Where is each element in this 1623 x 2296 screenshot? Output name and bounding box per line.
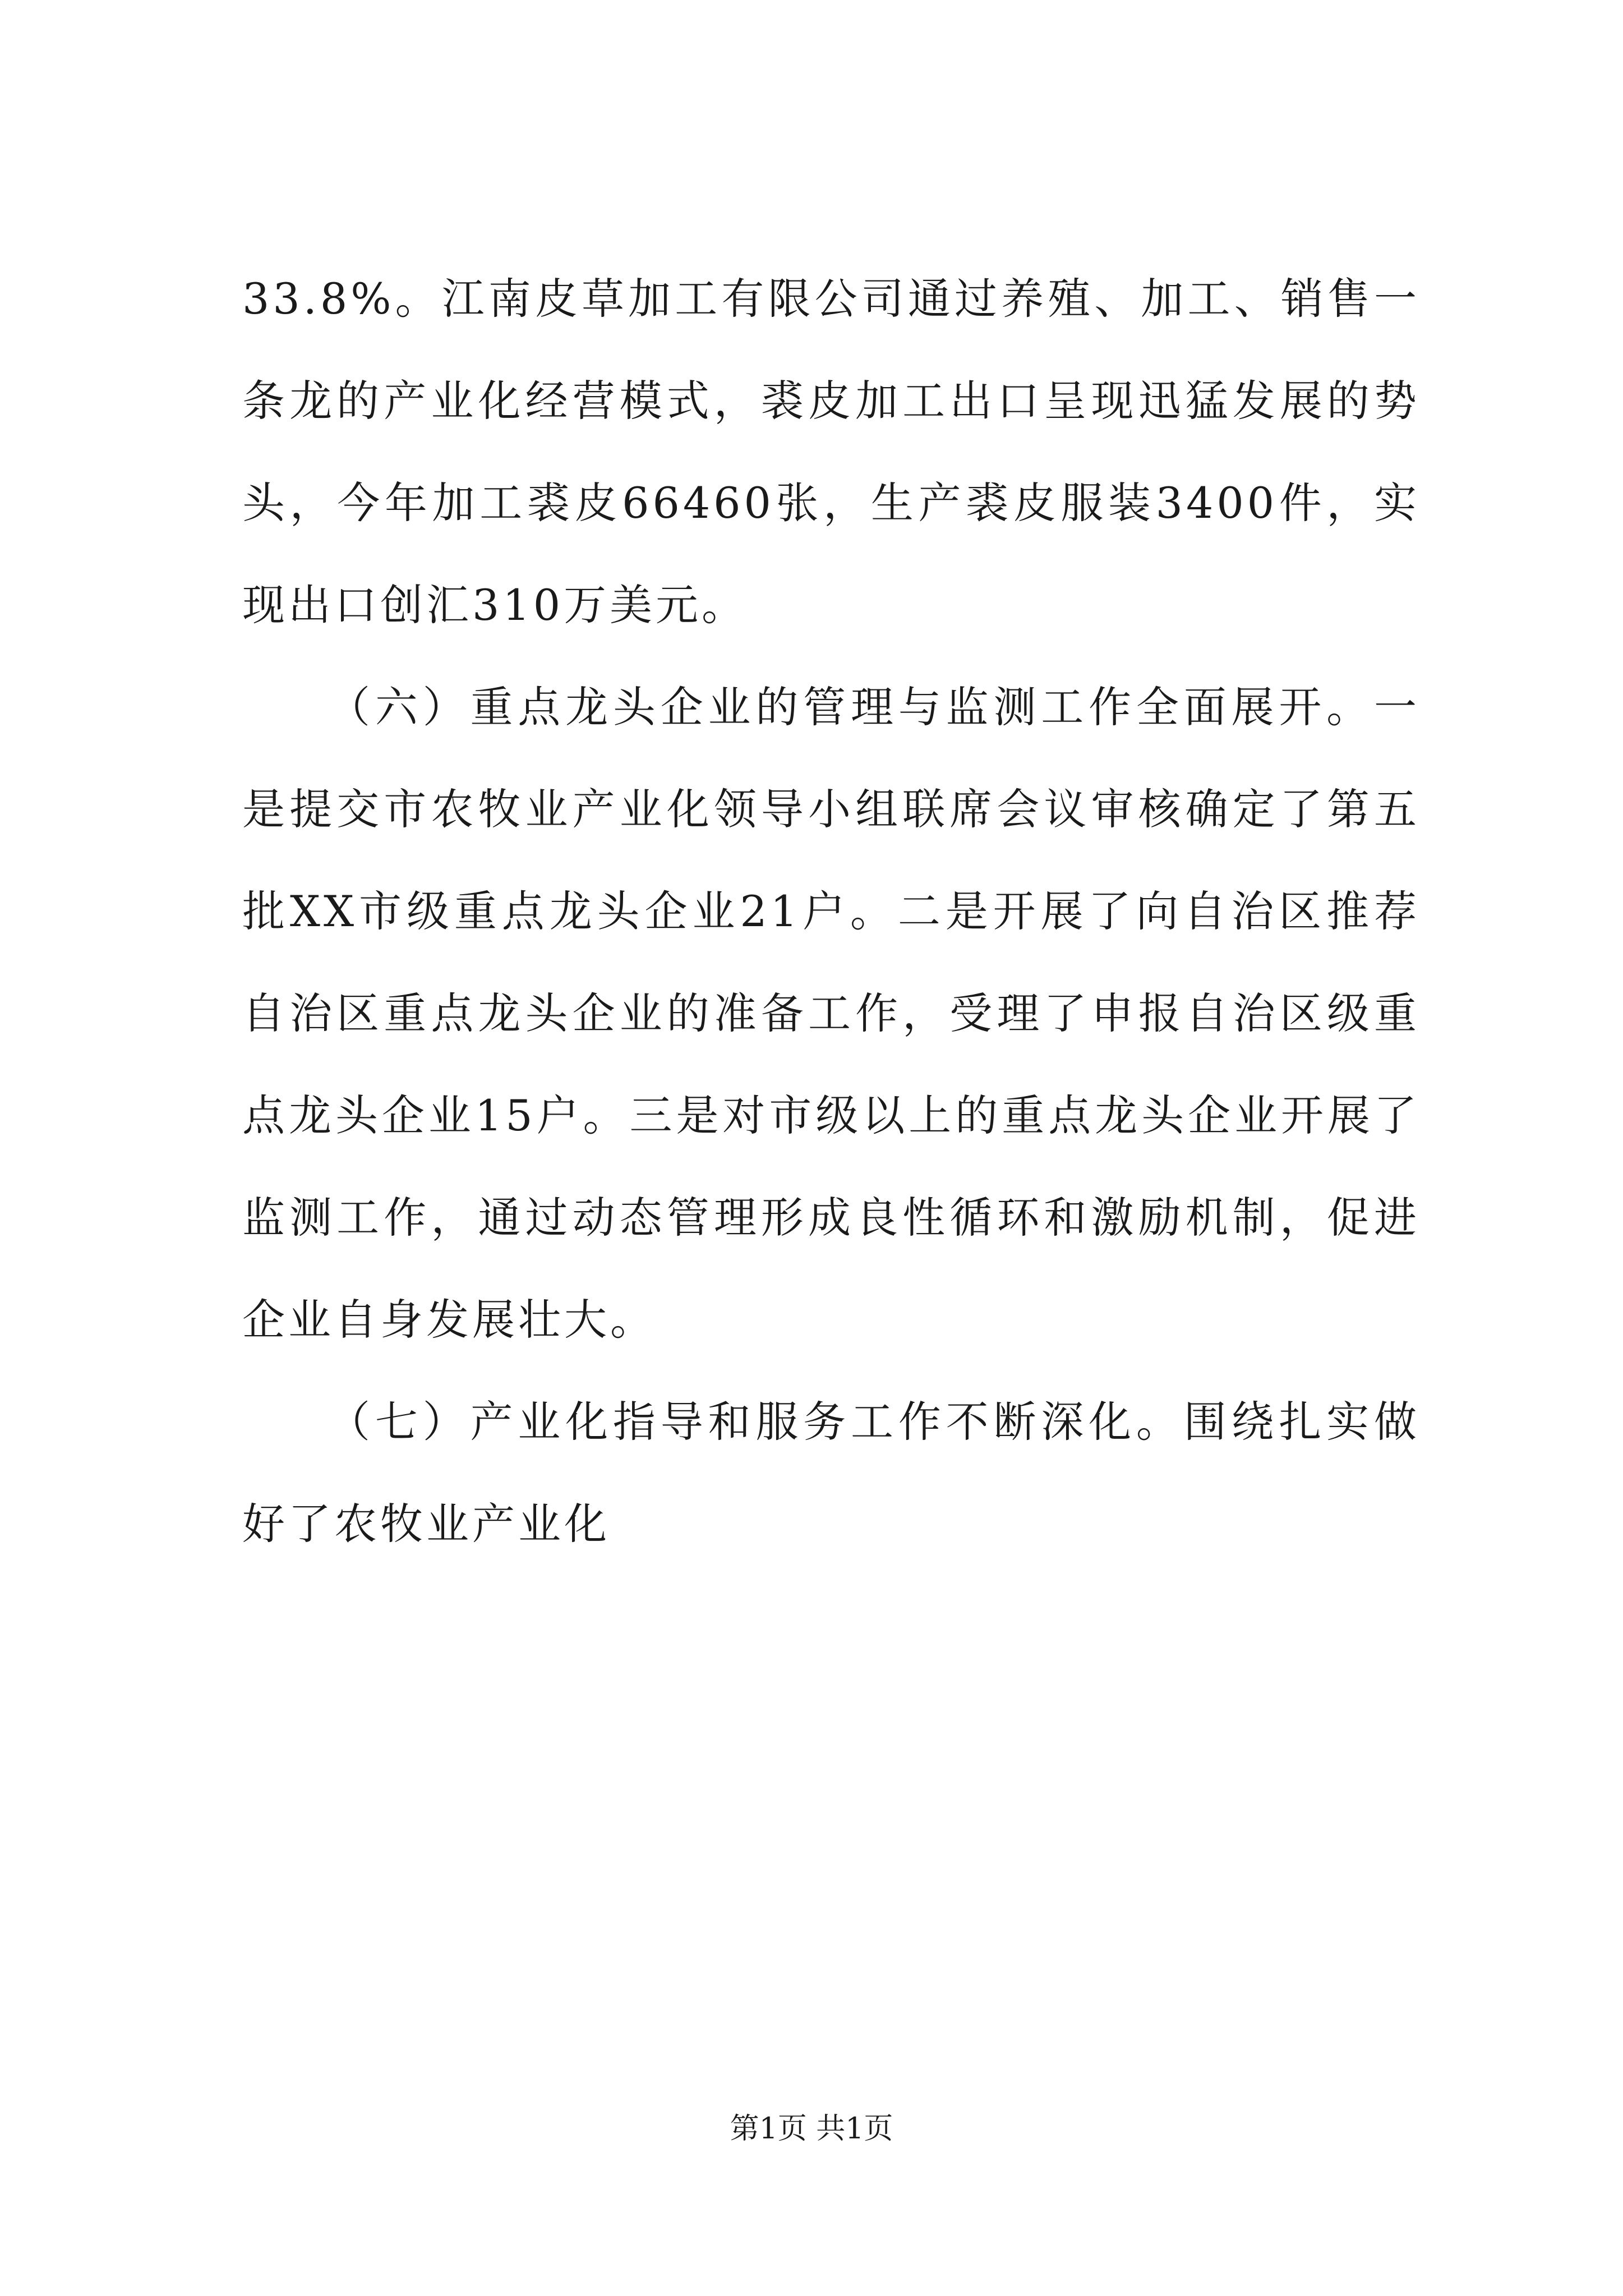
- paragraph-section-seven: （七）产业化指导和服务工作不断深化。围绕扎实做好了农牧业产业化: [242, 1397, 1420, 1549]
- document-body: [242, 248, 1420, 1575]
- page-footer: 第1页 共1页: [730, 2112, 893, 2146]
- paragraph-section-six: （六）重点龙头企业的管理与监测工作全面展开。一是提交市农牧业产业化领导小组联席会议审核确定了第五批XX市级重点龙头企业21户。二是开展了向自治区推荐自治区重点龙头企业的准备工作，受理了申报自治区级重点龙头企业15户。三是对市级以上的重点龙头企业开展了监测工作，通过动态管理形成良性循环和激励机制，促进企业自身发展壮大。: [242, 682, 1420, 1345]
- paragraph-export-results: 33.8%。江南皮草加工有限公司通过养殖、加工、销售一条龙的产业化经营模式，裘皮加工出口呈现迅猛发展的势头，今年加工裘皮66460张，生产裘皮服装3400件，实现出口创汇310万美元。: [242, 274, 1420, 630]
